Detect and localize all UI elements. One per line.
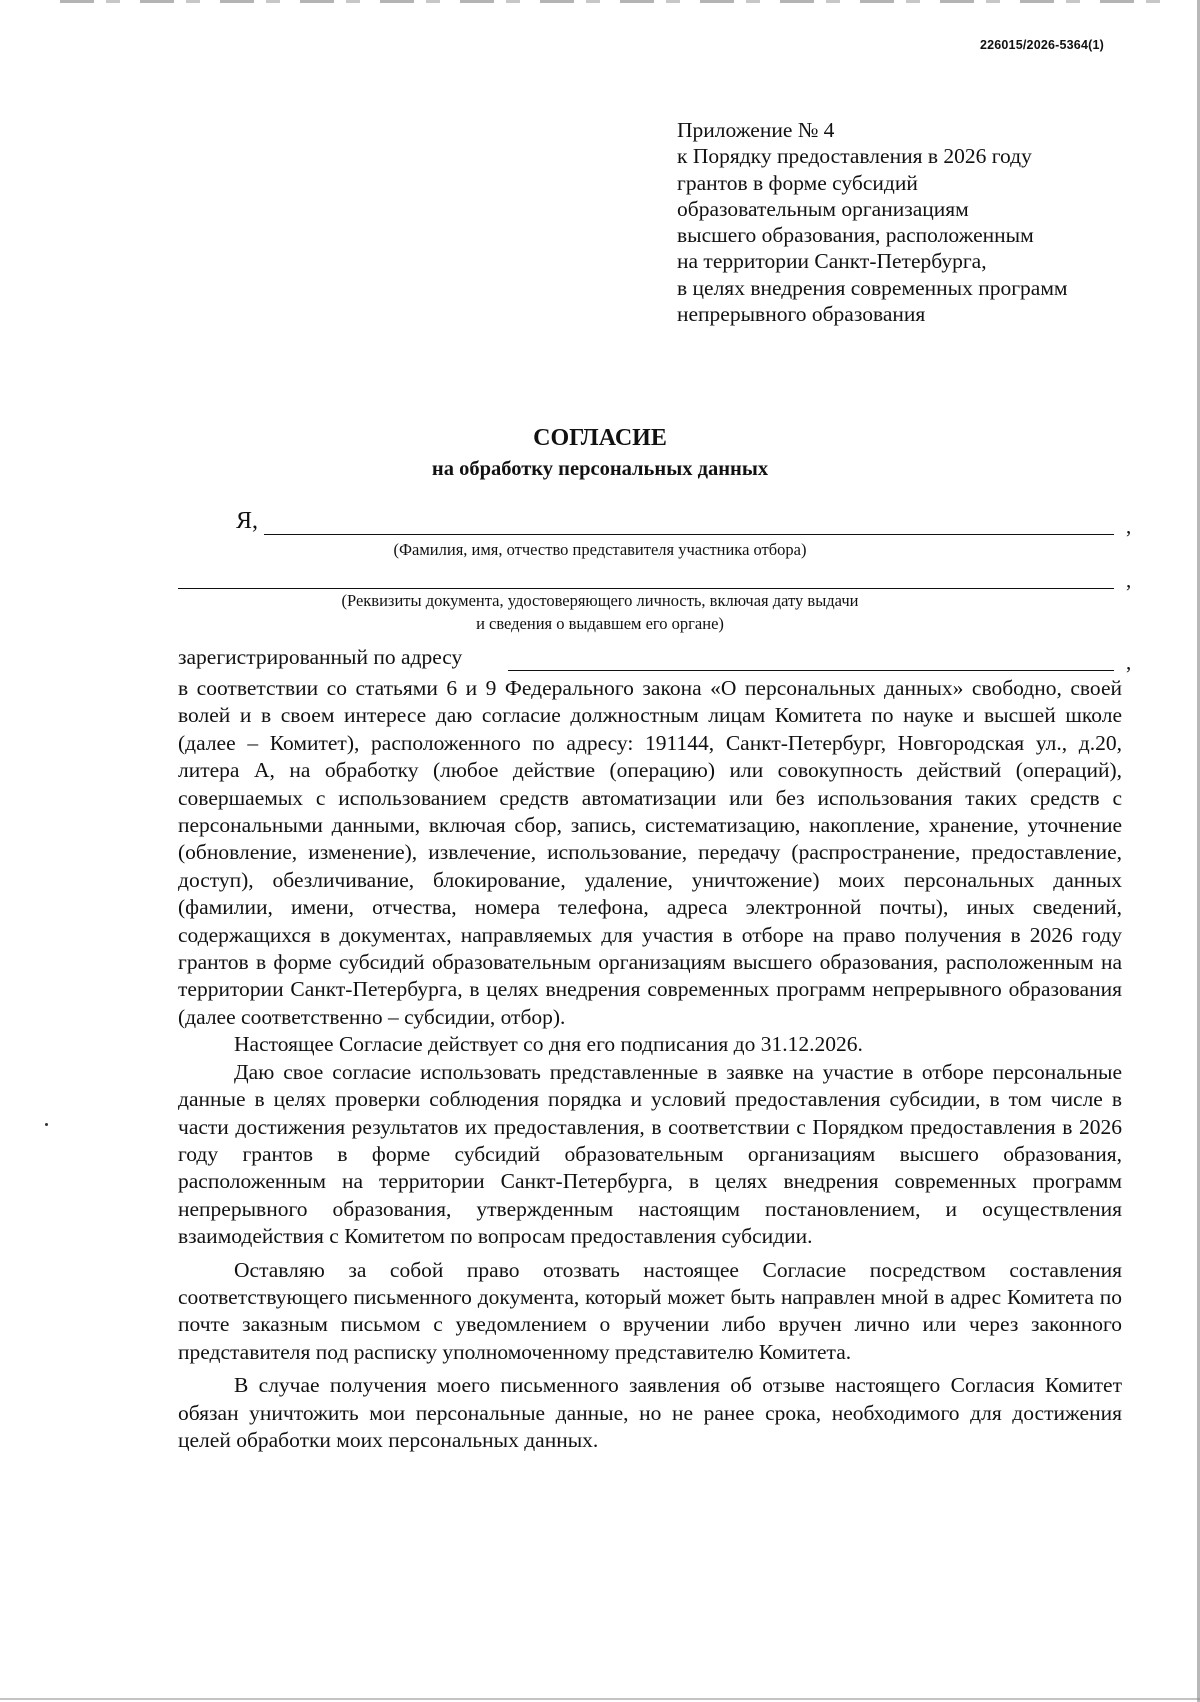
id-caption-line2: и сведения о выдавшем его органе) (476, 614, 724, 633)
document-title: СОГЛАСИЕ (533, 425, 667, 451)
consent-body (178, 675, 1122, 1454)
appendix-line: грантов в форме субсидий (677, 170, 918, 195)
name-caption: (Фамилия, имя, отчество представителя участника отбора) (393, 540, 807, 559)
usage-consent-paragraph: Даю свое согласие использовать представленные в заявке на участие в отборе персональные данные в целях проверки соблюдения порядка и условий предоставления субсидии, в том числе в части достижения результатов их предоставления, в соответствии с Порядком предоставления в 2026 году грантов в форме субсидий образовательным организациям высшего образования, расположенным на территории Санкт-Петербурга, в целях внедрения современных программ непрерывного образования, утвержденным настоящим постановлением, и осуществления взаимодействия с Комитетом по вопросам предоставления субсидии. (178, 1059, 1122, 1249)
id-document-fill-line (178, 588, 1114, 589)
scan-speck (45, 1123, 48, 1126)
appendix-line: непрерывного образования (677, 302, 926, 327)
address-fill-line (508, 670, 1114, 671)
ya-label: Я, (236, 508, 259, 534)
appendix-line: образовательным организациям (677, 196, 969, 221)
revocation-paragraph: Оставляю за собой право отозвать настоящее Согласие посредством составления соответствующего письменного документа, который может быть направлен мной в адрес Комитета по почте заказным письмом с уведомлением о вручении либо вручен лично или через законного представителя под расписку уполномоченному представителю Комитета. (178, 1257, 1122, 1364)
appendix-line: в целях внедрения современных программ (677, 275, 1068, 300)
appendix-line: Приложение № 4 (677, 118, 835, 142)
comma: , (1126, 568, 1132, 592)
appendix-line: высшего образования, расположенным (677, 223, 1034, 248)
appendix-block (677, 117, 1147, 327)
destruction-paragraph: В случае получения моего письменного заявления об отзыве настоящего Согласия Комитет обязан уничтожить мои персональные данные, но не ранее срока, необходимого для достижения целей обработки моих персональных данных. (178, 1373, 1122, 1452)
document-subtitle: на обработку персональных данных (431, 458, 769, 480)
document-number: 226015/2026-5364(1) (979, 38, 1104, 52)
appendix-line: к Порядку предоставления в 2026 году (677, 144, 1032, 169)
validity-paragraph: Настоящее Согласие действует со дня его подписания до 31.12.2026. (234, 1032, 863, 1057)
scan-edge-top (60, 0, 1180, 3)
consent-paragraph-main: в соответствии со статьями 6 и 9 Федерального закона «О персональных данных» свободно, своей волей и в своем интересе даю согласие должностным лицам Комитета по науке и высшей школе (далее – Комитет), расположенного по адресу: 191144, Санкт-Петербург, Новгородская ул., д.20, литера А, на обработку (любое действие (операцию) или совокупность действий (операций), совершаемых с использованием средств автоматизации или без использования таких средств с персональными данными, включая сбор, запись, систематизацию, накопление, хранение, уточнение (обновление, изменение), извлечение, использование, передачу (распространение, предоставление, доступ), обезличивание, блокирование, удаление, уничтожение) моих персональных данных (фамилии, имени, отчества, номера телефона, адреса электронной почты), иных сведений, содержащихся в документах, направляемых для участия в отборе на право получения в 2026 году грантов в форме субсидий образовательным организациям высшего образования, расположенным на территории Санкт-Петербурга, в целях внедрения современных программ непрерывного образования (далее соответственно – субсидии, отбор). (178, 676, 1122, 1029)
comma: , (1126, 514, 1132, 538)
appendix-line: на территории Санкт-Петербурга, (677, 249, 987, 274)
id-caption-line1: (Реквизиты документа, удостоверяющего личность, включая дату выдачи (341, 591, 859, 610)
name-fill-line (264, 534, 1114, 535)
comma: , (1126, 650, 1132, 674)
scan-edge-bottom (0, 1698, 1200, 1700)
address-label: зарегистрированный по адресу (178, 645, 463, 669)
